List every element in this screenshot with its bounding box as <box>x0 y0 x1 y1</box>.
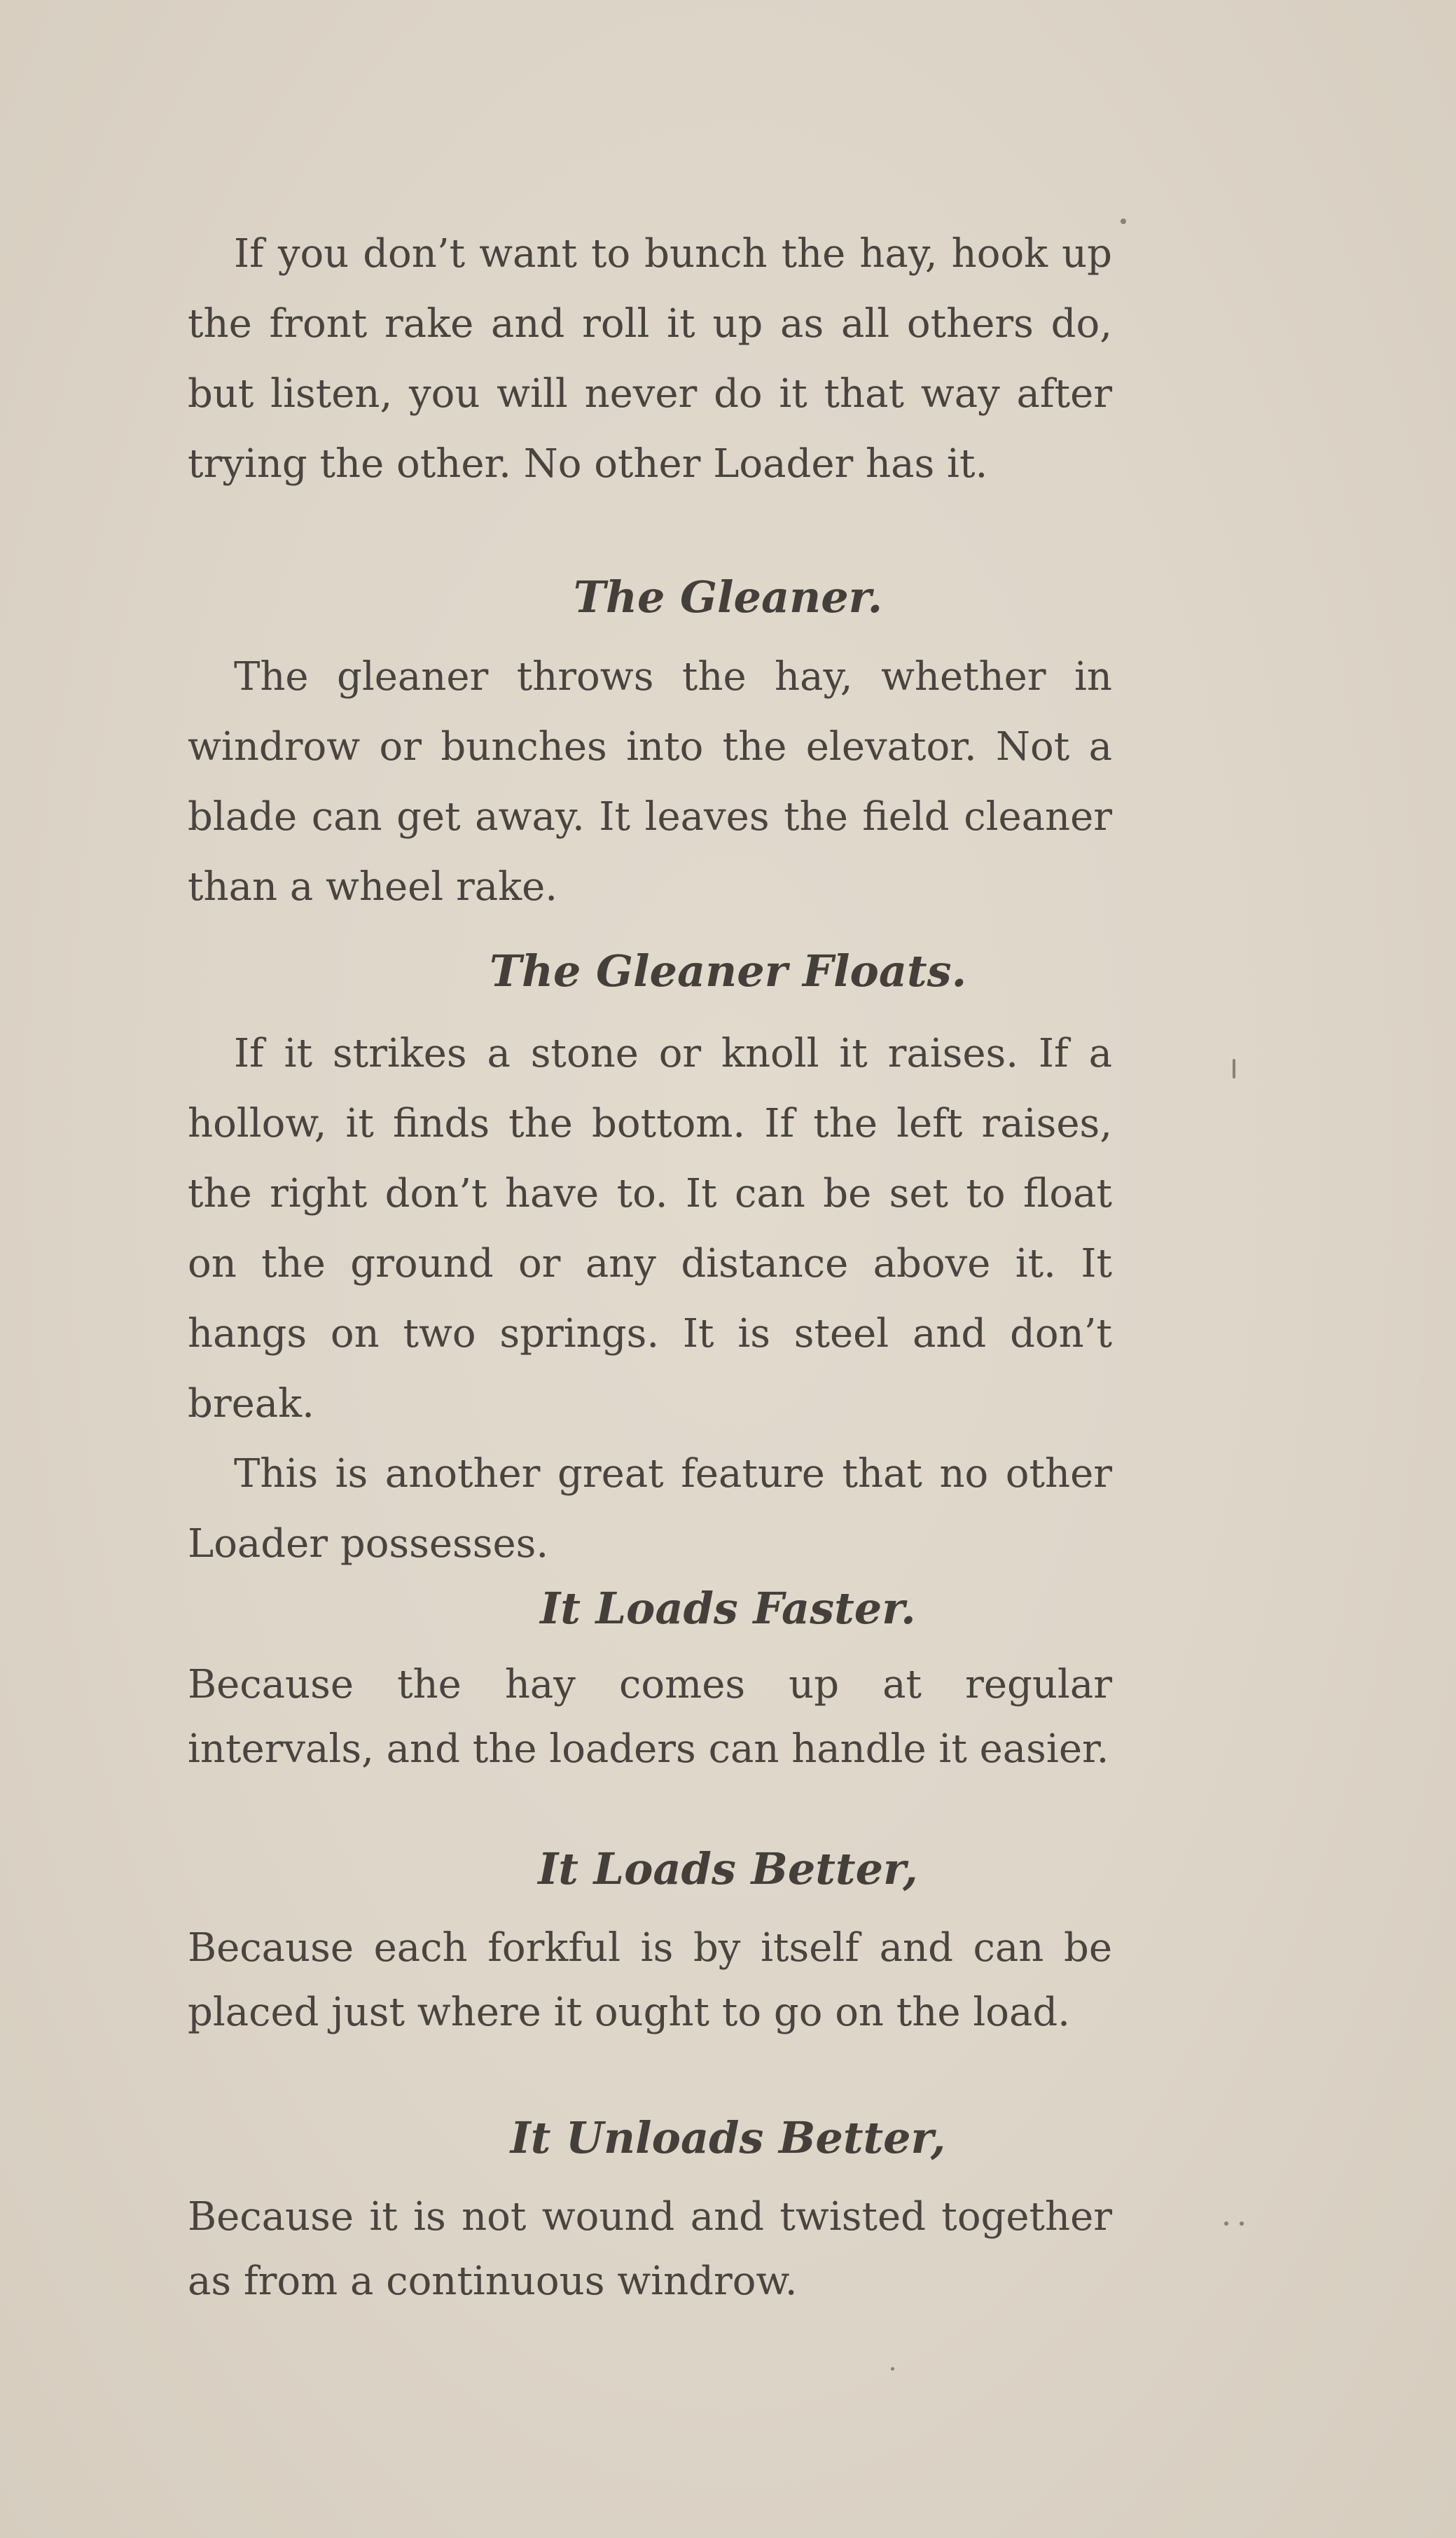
loads-faster-paragraph: Because the hay comes up at regular intervals, and the loaders can handle it easier. <box>188 1662 1112 1772</box>
gleaner-floats-section <box>188 1019 1112 1579</box>
unloads-better-heading: It Unloads Better, <box>510 2112 946 2163</box>
intro-section <box>188 219 1112 499</box>
gleaner-heading: The Gleaner. <box>573 571 883 623</box>
loads-better-heading: It Loads Better, <box>538 1843 918 1894</box>
gleaner-floats-heading: The Gleaner Floats. <box>489 945 967 997</box>
loads-faster-section <box>188 1653 1112 1782</box>
gleaner-floats-paragraph: If it strikes a stone or knoll it raises. If a hollow, it finds the bottom. If the left raises, the right don’t have to. It can be set to float on the ground or any distance above it. It hangs on two springs. It is steel and don’t break. <box>188 1031 1112 1427</box>
gleaner-floats-feature-paragraph: This is another great feature that no other Loader possesses. <box>188 1451 1112 1567</box>
loads-better-paragraph: Because each forkful is by itself and can be placed just where it ought to go on the load. <box>188 1925 1112 2035</box>
paper-speck <box>1121 219 1126 224</box>
paper-speck <box>891 2367 894 2371</box>
gleaner-section <box>188 642 1112 922</box>
intro-paragraph: If you don’t want to bunch the hay, hook up the front rake and roll it up as all others do, but listen, you will never do it that way after trying the other. No other Loader has it. <box>188 231 1112 487</box>
loads-better-section <box>188 1916 1112 2045</box>
unloads-better-section <box>188 2185 1112 2314</box>
unloads-better-paragraph: Because it is not wound and twisted together as from a continuous windrow. <box>188 2194 1112 2304</box>
paper-speck <box>1224 2221 1228 2226</box>
gleaner-paragraph: The gleaner throws the hay, whether in windrow or bunches into the elevator. Not a blade can get away. It leaves the field cleaner than a wheel rake. <box>188 654 1112 910</box>
paper-speck <box>1240 2221 1244 2226</box>
loads-faster-heading: It Loads Faster. <box>540 1583 916 1634</box>
paper-speck <box>1233 1059 1235 1079</box>
